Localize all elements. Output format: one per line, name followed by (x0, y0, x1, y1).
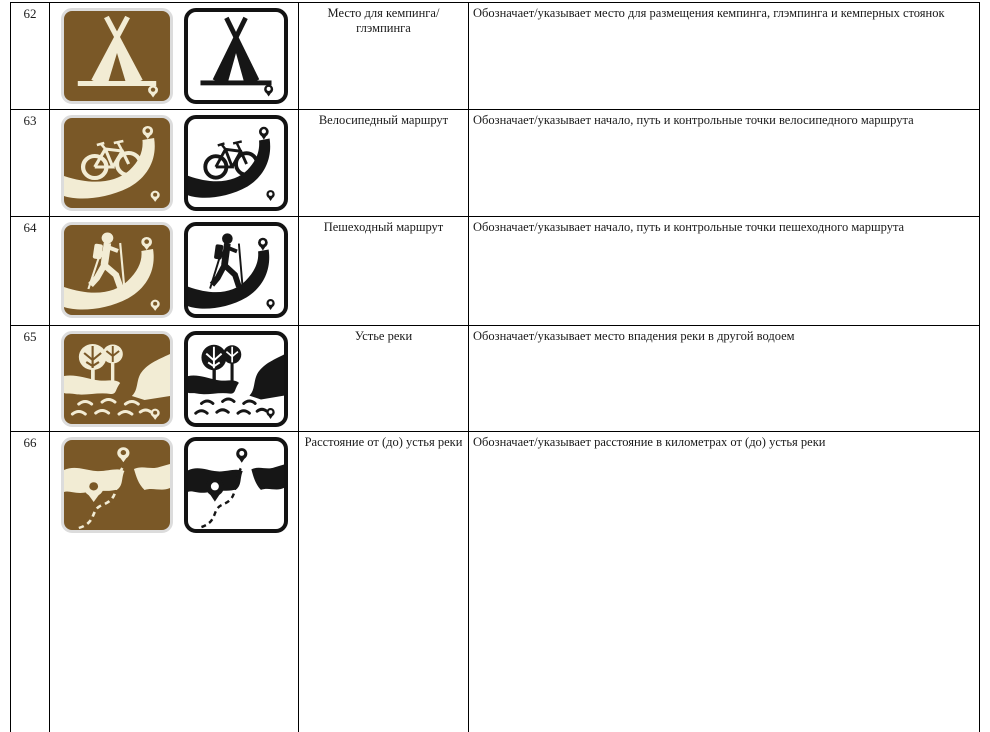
sign-description-cell (469, 432, 979, 732)
river-mouth-distance-icon (188, 441, 284, 529)
table-row (11, 326, 979, 432)
sign-brown-variant (61, 115, 173, 211)
sign-monochrome-variant (184, 8, 288, 104)
tent-camping-icon (188, 12, 284, 100)
sign-monochrome-variant (184, 222, 288, 318)
row-number: 62 (23, 6, 37, 21)
row-number-cell (11, 217, 50, 325)
sign-name: Велосипедный маршрут (318, 113, 449, 127)
sign-description-cell (469, 326, 979, 431)
table-row (11, 3, 979, 110)
sign-name: Расстояние от (до) устья реки (304, 435, 463, 449)
sign-description: Обозначает/указывает начало, путь и контрольные точки пешеходного маршрута (473, 220, 905, 234)
sign-brown-variant (61, 437, 173, 533)
sign-name: Пешеходный маршрут (323, 220, 444, 234)
river-mouth-icon (188, 335, 284, 423)
sign-brown-variant (61, 8, 173, 104)
river-mouth-icon (64, 334, 170, 424)
sign-icons-cell (50, 326, 299, 431)
sign-brown-variant (61, 331, 173, 427)
sign-description: Обозначает/указывает начало, путь и контрольные точки велосипедного маршрута (473, 113, 914, 127)
sign-name-cell (299, 3, 469, 109)
sign-name-cell (299, 110, 469, 216)
sign-icons-cell (50, 110, 299, 216)
row-number-cell (11, 432, 50, 732)
sign-name: Устье реки (354, 329, 413, 343)
table-row (11, 110, 979, 217)
sign-description-cell (469, 3, 979, 109)
sign-name-cell (299, 217, 469, 325)
row-number: 63 (23, 113, 37, 128)
sign-icons-cell (50, 432, 299, 732)
table-row (11, 432, 979, 732)
row-number: 64 (23, 220, 37, 235)
row-number: 65 (23, 329, 37, 344)
sign-description: Обозначает/указывает место впадения реки в другой водоем (473, 329, 795, 343)
sign-monochrome-variant (184, 437, 288, 533)
bicycle-route-icon (64, 118, 170, 208)
table-row (11, 217, 979, 326)
row-number-cell (11, 110, 50, 216)
sign-name-cell (299, 432, 469, 732)
sign-description-cell (469, 110, 979, 216)
river-mouth-distance-icon (64, 440, 170, 530)
sign-name-cell (299, 326, 469, 431)
sign-description: Обозначает/указывает расстояние в километрах от (до) устья реки (473, 435, 826, 449)
sign-icons-cell (50, 3, 299, 109)
sign-icons-cell (50, 217, 299, 325)
hiking-route-icon (64, 225, 170, 315)
signs-table (10, 2, 980, 732)
sign-brown-variant (61, 222, 173, 318)
row-number-cell (11, 326, 50, 431)
sign-name: Место для кемпинга/глэмпинга (327, 6, 440, 35)
sign-description-cell (469, 217, 979, 325)
sign-description: Обозначает/указывает место для размещения кемпинга, глэмпинга и кемперных стоянок (473, 6, 945, 20)
row-number-cell (11, 3, 50, 109)
sign-monochrome-variant (184, 331, 288, 427)
hiking-route-icon (188, 226, 284, 314)
bicycle-route-icon (188, 119, 284, 207)
row-number: 66 (23, 435, 37, 450)
sign-monochrome-variant (184, 115, 288, 211)
tent-camping-icon (64, 11, 170, 101)
